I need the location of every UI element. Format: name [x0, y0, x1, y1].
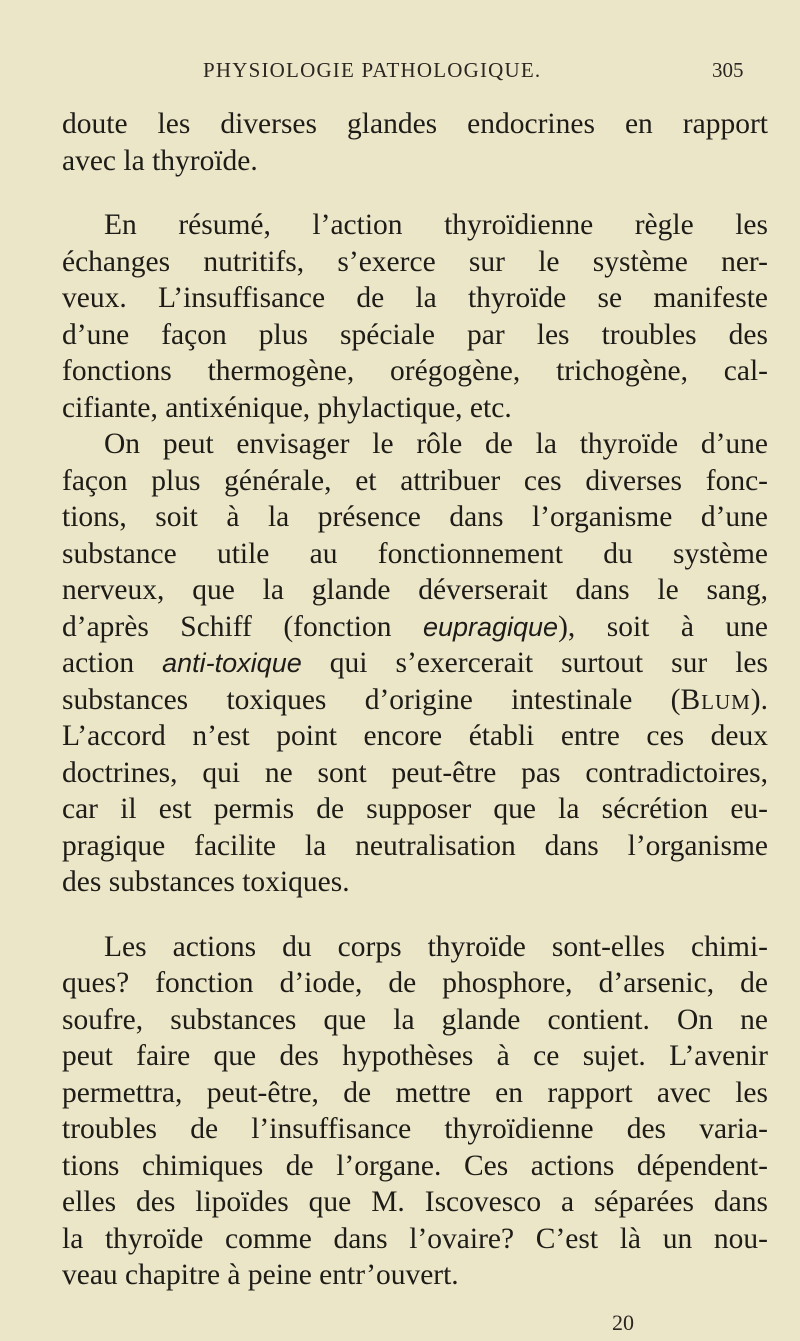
text-line: échanges nutritifs, s’exerce sur le système ner-	[62, 245, 768, 278]
text-line: Les actions du corps thyroïde sont-elles chimi-	[104, 930, 768, 963]
text-line: des substances toxiques.	[62, 866, 350, 898]
text-line: cifiante, antixénique, phylactique, etc.	[62, 391, 512, 424]
text-run: ).	[750, 683, 768, 716]
text-line: car il est permis de supposer que la sécrétion eu-	[62, 793, 768, 825]
paragraph	[62, 207, 768, 426]
italic-term: eupragique	[422, 611, 559, 642]
text-line	[62, 682, 768, 719]
text-line: avec la thyroïde.	[62, 144, 258, 177]
running-title: PHYSIOLOGIE PATHOLOGIQUE.	[203, 58, 542, 82]
text-line: d’une façon plus spéciale par les troubles des	[62, 318, 768, 351]
text-line: troubles de l’insuffisance thyroïdienne des varia-	[62, 1113, 768, 1145]
running-head	[0, 58, 800, 88]
text-line: peut faire que des hypothèses à ce sujet. L’avenir	[62, 1040, 768, 1072]
text-run: d’après Schiff (fonction	[62, 610, 423, 643]
text-line: ques? fonction d’iode, de phosphore, d’arsenic, de	[62, 967, 768, 999]
text-line: la thyroïde comme dans l’ovaire? C’est là un nou-	[62, 1222, 768, 1255]
paragraph	[62, 106, 768, 179]
text-run: qui s’exercerait surtout sur les	[301, 647, 768, 679]
text-line: tions chimiques de l’organe. Ces actions dépendent-	[62, 1149, 768, 1182]
text-line: permettra, peut-être, de mettre en rapport avec les	[62, 1076, 768, 1109]
paragraph	[62, 426, 768, 901]
text-line: veau chapitre à peine entr’ouvert.	[62, 1259, 459, 1291]
text-run: substances toxiques d’origine intestinale (	[62, 683, 681, 716]
text-line: façon plus générale, et attribuer ces diverses fonc-	[62, 464, 768, 497]
text-line: elles des lipoïdes que M. Iscovesco a séparées dans	[62, 1186, 768, 1218]
text-line: pragique facilite la neutralisation dans l’organisme	[62, 829, 768, 862]
text-line	[62, 645, 768, 682]
text-line: tions, soit à la présence dans l’organisme d’une	[62, 501, 768, 533]
text-line	[62, 609, 768, 646]
text-line: En résumé, l’action thyroïdienne règle les	[104, 209, 768, 241]
italic-term: anti-toxique	[162, 648, 302, 678]
text-line: substance utile au fonctionnement du système	[62, 537, 768, 570]
text-line: doctrines, qui ne sont peut-être pas contradictoires,	[62, 756, 768, 789]
text-line: L’accord n’est point encore établi entre ces deux	[62, 720, 768, 752]
text-line: On peut envisager le rôle de la thyroïde d’une	[104, 428, 768, 460]
text-run: action	[62, 647, 163, 679]
text-line: veux. L’insuffisance de la thyroïde se manifeste	[62, 282, 768, 314]
text-line: soufre, substances que la glande contient. On ne	[62, 1003, 768, 1036]
text-line: doute les diverses glandes endocrines en rapport	[62, 108, 768, 140]
signature-mark: 20	[612, 1310, 634, 1335]
text-run: ), soit à une	[558, 610, 768, 643]
paragraph-gap	[62, 179, 768, 207]
body-text	[62, 106, 768, 1294]
paragraph-gap	[62, 901, 768, 929]
text-line: fonctions thermogène, orégogène, trichogène, cal-	[62, 355, 768, 387]
paragraph	[62, 929, 768, 1294]
page-number: 305	[712, 58, 744, 82]
author-name: Blum	[680, 683, 751, 716]
text-line: nerveux, que la glande déverserait dans le sang,	[62, 574, 768, 606]
